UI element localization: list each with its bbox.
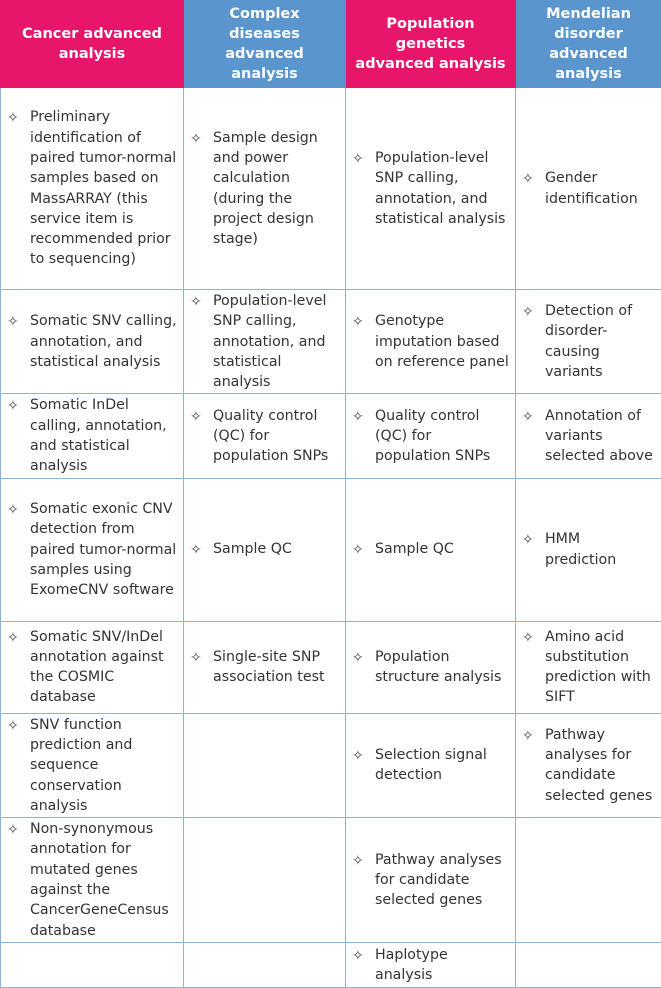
item-text: Somatic SNV/InDel annotation against the COSMIC database (30, 627, 177, 708)
table-row (1, 290, 661, 394)
star-bullet-icon: ✧ (190, 647, 213, 668)
header-mendelian-disorder: Mendelian disorder advanced analysis (516, 1, 661, 88)
list-item (352, 850, 509, 911)
item-text: Single-site SNP association test (213, 647, 339, 688)
item-text: Gender identification (545, 168, 655, 209)
cell-complex-diseases (184, 478, 346, 621)
cell-mendelian-disorder (516, 478, 661, 621)
header-cancer: Cancer advanced analysis (1, 1, 184, 88)
star-bullet-icon: ✧ (522, 406, 545, 427)
star-bullet-icon: ✧ (352, 539, 375, 560)
cell-population-genetics (346, 88, 516, 290)
star-bullet-icon: ✧ (522, 627, 545, 648)
cell-mendelian-disorder (516, 713, 661, 817)
item-text: Amino acid substitution prediction with SIFT (545, 627, 655, 708)
item-text: Population structure analysis (375, 647, 509, 688)
header-row (1, 1, 661, 88)
cell-mendelian-disorder (516, 818, 661, 943)
star-bullet-icon: ✧ (352, 311, 375, 332)
list-item (7, 107, 177, 269)
list-item (7, 499, 177, 600)
cell-population-genetics (346, 942, 516, 987)
table-row (1, 478, 661, 621)
list-item (190, 539, 339, 560)
star-bullet-icon: ✧ (190, 406, 213, 427)
list-item (522, 301, 655, 382)
list-item (7, 627, 177, 708)
item-text: Haplotype analysis (375, 945, 509, 986)
item-text: Genotype imputation based on reference panel (375, 311, 509, 372)
cell-mendelian-disorder (516, 290, 661, 394)
list-item (522, 168, 655, 209)
table-row (1, 818, 661, 943)
cell-cancer (1, 290, 184, 394)
table-row (1, 713, 661, 817)
cell-cancer (1, 478, 184, 621)
star-bullet-icon: ✧ (522, 301, 545, 322)
star-bullet-icon: ✧ (352, 148, 375, 169)
table-row (1, 942, 661, 987)
cell-cancer (1, 942, 184, 987)
star-bullet-icon: ✧ (190, 539, 213, 560)
item-text: Annotation of variants selected above (545, 406, 655, 467)
cell-complex-diseases (184, 942, 346, 987)
star-bullet-icon: ✧ (352, 850, 375, 871)
list-item (352, 311, 509, 372)
cell-cancer (1, 818, 184, 943)
cell-population-genetics (346, 818, 516, 943)
cell-cancer (1, 394, 184, 478)
cell-population-genetics (346, 394, 516, 478)
star-bullet-icon: ✧ (522, 529, 545, 550)
list-item (190, 128, 339, 250)
star-bullet-icon: ✧ (7, 499, 30, 520)
item-text: Selection signal detection (375, 745, 509, 786)
cell-population-genetics (346, 290, 516, 394)
list-item (352, 539, 509, 560)
star-bullet-icon: ✧ (352, 745, 375, 766)
list-item (190, 291, 339, 392)
star-bullet-icon: ✧ (190, 291, 213, 312)
header-population-genetics: Population genetics advanced analysis (346, 1, 516, 88)
item-text: Somatic exonic CNV detection from paired tumor-normal samples using ExomeCNV software (30, 499, 177, 600)
list-item (352, 406, 509, 467)
item-text: Sample QC (375, 539, 509, 559)
star-bullet-icon: ✧ (7, 311, 30, 332)
table-row (1, 88, 661, 290)
cell-population-genetics (346, 478, 516, 621)
list-item (7, 715, 177, 816)
list-item (522, 725, 655, 806)
header-complex-diseases: Complex diseases advanced analysis (184, 1, 346, 88)
cell-mendelian-disorder (516, 621, 661, 713)
item-text: HMM prediction (545, 529, 655, 570)
item-text: Sample design and power calculation (during the project design stage) (213, 128, 339, 250)
cell-cancer (1, 88, 184, 290)
star-bullet-icon: ✧ (522, 725, 545, 746)
item-text: Sample QC (213, 539, 339, 559)
item-text: Quality control (QC) for population SNPs (213, 406, 339, 467)
cell-complex-diseases (184, 713, 346, 817)
item-text: Preliminary identification of paired tumor-normal samples based on MassARRAY (this service item is recommended prior to sequencing) (30, 107, 177, 269)
star-bullet-icon: ✧ (7, 627, 30, 648)
cell-complex-diseases (184, 290, 346, 394)
cell-mendelian-disorder (516, 394, 661, 478)
list-item (190, 406, 339, 467)
item-text: Detection of disorder-causing variants (545, 301, 655, 382)
list-item (7, 395, 177, 476)
list-item (352, 745, 509, 786)
list-item (352, 647, 509, 688)
item-text: Population-level SNP calling, annotation, and statistical analysis (213, 291, 339, 392)
item-text: SNV function prediction and sequence conservation analysis (30, 715, 177, 816)
star-bullet-icon: ✧ (190, 128, 213, 149)
cell-cancer (1, 713, 184, 817)
list-item (7, 819, 177, 941)
cell-mendelian-disorder (516, 942, 661, 987)
list-item (522, 529, 655, 570)
item-text: Pathway analyses for candidate selected genes (375, 850, 509, 911)
cell-complex-diseases (184, 394, 346, 478)
star-bullet-icon: ✧ (522, 168, 545, 189)
list-item (522, 406, 655, 467)
cell-complex-diseases (184, 88, 346, 290)
item-text: Non-synonymous annotation for mutated genes against the CancerGeneCensus database (30, 819, 177, 941)
list-item (522, 627, 655, 708)
item-text: Somatic InDel calling, annotation, and statistical analysis (30, 395, 177, 476)
list-item (352, 148, 509, 229)
item-text: Population-level SNP calling, annotation, and statistical analysis (375, 148, 509, 229)
cell-cancer (1, 621, 184, 713)
cell-complex-diseases (184, 818, 346, 943)
list-item (352, 945, 509, 986)
cell-population-genetics (346, 713, 516, 817)
star-bullet-icon: ✧ (352, 647, 375, 668)
star-bullet-icon: ✧ (7, 395, 30, 416)
star-bullet-icon: ✧ (7, 819, 30, 840)
star-bullet-icon: ✧ (352, 406, 375, 427)
item-text: Pathway analyses for candidate selected genes (545, 725, 655, 806)
item-text: Somatic SNV calling, annotation, and statistical analysis (30, 311, 177, 372)
table-row (1, 621, 661, 713)
cell-mendelian-disorder (516, 88, 661, 290)
item-text: Quality control (QC) for population SNPs (375, 406, 509, 467)
list-item (7, 311, 177, 372)
star-bullet-icon: ✧ (352, 945, 375, 966)
table-row (1, 394, 661, 478)
list-item (190, 647, 339, 688)
star-bullet-icon: ✧ (7, 715, 30, 736)
star-bullet-icon: ✧ (7, 107, 30, 128)
cell-population-genetics (346, 621, 516, 713)
cell-complex-diseases (184, 621, 346, 713)
